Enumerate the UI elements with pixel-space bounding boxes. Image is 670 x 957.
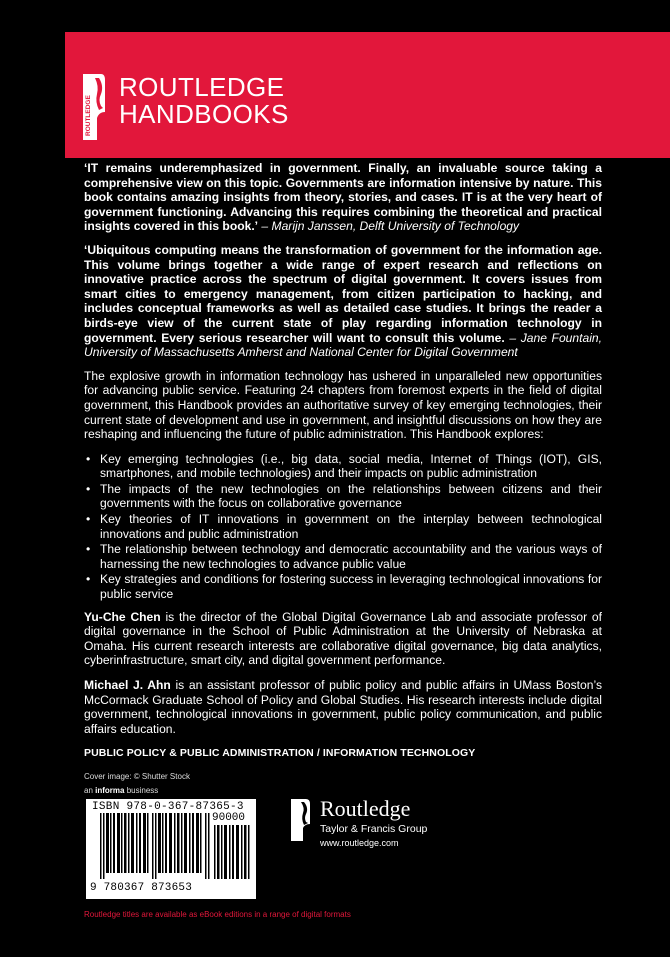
topics-list (84, 452, 602, 602)
list-item: • Key theories of IT innovations in government on the interplay between technological innovations and public administration (86, 512, 602, 541)
isbn-barcode (86, 799, 256, 899)
ebook-availability-note: Routledge titles are available as eBook editions in a range of digital formats (84, 910, 351, 919)
isbn-text: ISBN 978-0-367-87365-3 (92, 801, 244, 813)
publisher-name: Routledge (320, 796, 411, 821)
author-bio-1: Yu-Che Chen is the director of the Global Digital Governance Lab and associate professor of digital governance in the School of Public Administration at the University of Nebraska at Omaha. His current research interests are collaborative digital governance, big data analytics, cyberinfrastructure, smart city, and digital government performance. (84, 609, 602, 668)
book-description: The explosive growth in information technology has ushered in unparalleled new opportunities for advancing public service. Featuring 24 chapters from foremost experts in the field of digital government, this Handbook provides an authoritative survey of key emerging technologies, their current state of development and use in government, and insightful discussions on how they are reshaping and influencing the future of public administration. This Handbook explores: (84, 368, 602, 442)
cover-image-credit: Cover image: © Shutter Stock (84, 772, 190, 781)
informa-business-line: an informa business (84, 786, 159, 795)
ean-barcode-bars (100, 813, 210, 879)
series-name (119, 74, 289, 128)
series-name-line2: HANDBOOKS (119, 99, 289, 129)
ean-digits: 9 780367 873653 (90, 882, 193, 894)
list-item: • The impacts of the new technologies on the relationships between citizens and their governments with the focus on collaborative governance (86, 481, 602, 511)
price-barcode-bars (214, 825, 252, 879)
price-code: 90000 (212, 812, 246, 824)
list-item: • Key strategies and conditions for fostering success in leveraging technological innovations for public service (86, 572, 602, 602)
endorsement-quote-2: ‘Ubiquitous computing means the transformation of government for the information age. This volume brings together a wide range of expert research and reflections on innovative practice across the spectrum of digital government. It covers issues from smart cities to emergency management, from citizen participation to hacking, and includes conceptual frameworks as well as detailed case studies. It brings the reader a birds-eye view of the current state of play regarding information technology in government. Every serious researcher will want to consult this volume. – Jane Fountain, University of Massachusetts Amherst and National Center for Digital Government (84, 242, 602, 360)
back-cover-text (84, 161, 602, 761)
author-name-1: Yu-Che Chen (84, 609, 161, 624)
series-logo-text: ROUTLEDGE (85, 95, 92, 136)
list-item: • Key emerging technologies (i.e., big data, social media, Internet of Things (IOT), GIS, smartphones, and mobile technologies) and their impacts on public administration (86, 451, 602, 481)
publisher-url: www.routledge.com (320, 838, 399, 848)
endorsement-attribution-1: – Marijn Janssen, Delft University of Technology (258, 219, 520, 234)
author-name-2: Michael J. Ahn (84, 678, 171, 692)
routledge-series-logo-icon (79, 72, 107, 142)
routledge-logo-icon (288, 798, 312, 842)
author-bio-2: Michael J. Ahn is an assistant professor of public policy and public affairs in UMass Boston’s McCormack Graduate School of Policy and Global Studies. His research interests include digital government, technological innovations in government, public policy communication, and public affairs education. (84, 678, 602, 736)
endorsement-attribution-2: – Jane Fountain, University of Massachusetts Amherst and National Center for Digital Government (84, 330, 602, 360)
list-item: • The relationship between technology and democratic accountability and the various ways of harnessing the new technologies to advance public value (86, 542, 602, 571)
informa-brand: informa (95, 786, 125, 795)
series-banner (65, 32, 670, 158)
subject-category: PUBLIC POLICY & PUBLIC ADMINISTRATION / INFORMATION TECHNOLOGY (84, 747, 476, 760)
publisher-group: Taylor & Francis Group (320, 823, 428, 835)
endorsement-quote-1: ‘IT remains underemphasized in government. Finally, an invaluable source taking a comprehensive view on this topic. Governments are information intensive by nature. This book contains amazing insights from theory, stories, and cases. IT is at the very heart of government functioning. Advancing this requires combining the theoretical and practical insights covered in this book.’ – Marijn Janssen, Delft University of Technology (84, 161, 602, 234)
series-name-line1: ROUTLEDGE (119, 72, 285, 102)
